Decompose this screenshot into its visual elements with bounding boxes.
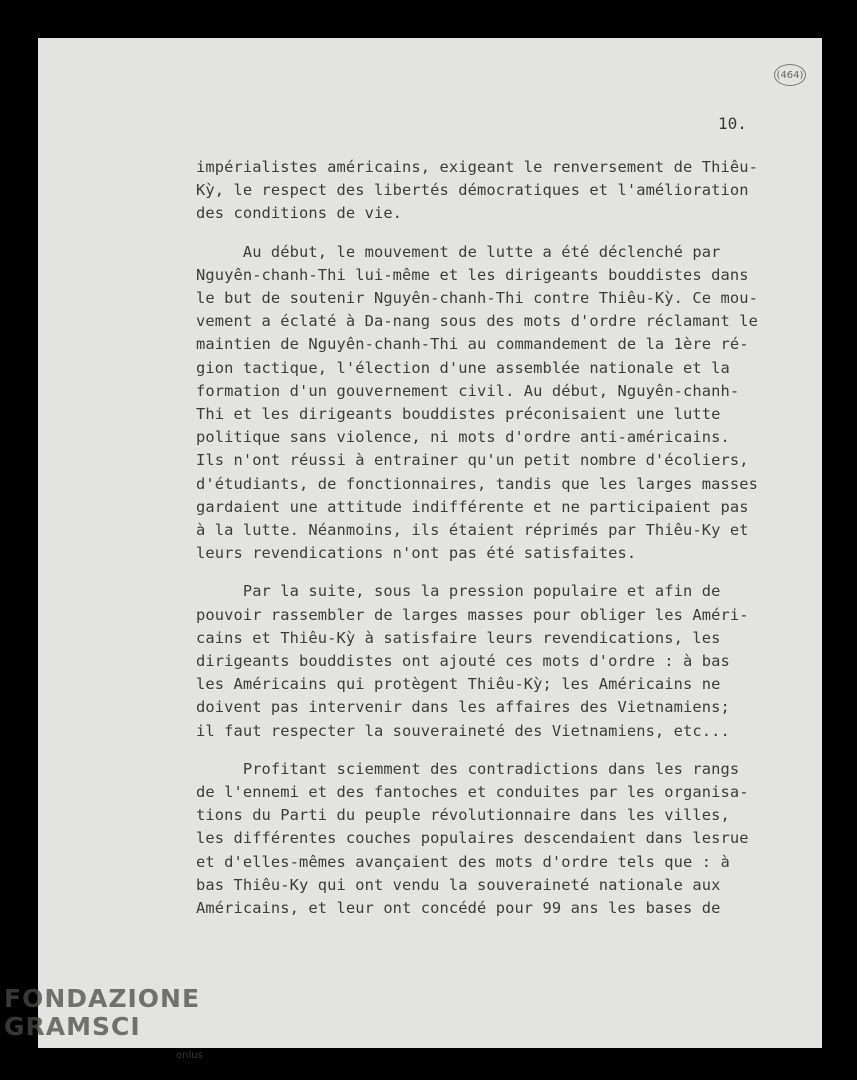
document-body (196, 156, 782, 935)
text-line: il faut respecter la souveraineté des Vietnamiens, etc... (196, 721, 730, 740)
paragraph (196, 156, 782, 226)
text-line: des conditions de vie. (196, 204, 403, 223)
text-line: impérialistes américains, exigeant le renversement de Thiêu- (196, 158, 758, 176)
text-line: leurs revendications n'ont pas été satisfaites. (196, 544, 637, 563)
text-line: gardaient une attitude indifférente et ne participaient pas (196, 497, 749, 516)
text-line: Ils n'ont réussi à entrainer qu'un petit nombre d'écoliers, (196, 451, 749, 470)
text-line: à la lutte. Néanmoins, ils étaient réprimés par Thiêu-Ky et (196, 521, 749, 540)
text-line: d'étudiants, de fonctionnaires, tandis que les larges masses (196, 474, 758, 493)
archive-stamp: (464) (774, 64, 806, 86)
watermark-line-2: GRAMSCI (4, 1012, 141, 1041)
text-line: les différentes couches populaires descendaient dans lesrue (196, 829, 749, 848)
text-line: pouvoir rassembler de larges masses pour obliger les Améri- (196, 605, 749, 624)
text-line: Thi et les dirigeants bouddistes préconisaient une lutte (196, 405, 721, 424)
paragraph (196, 241, 782, 566)
watermark-line-1: FONDAZIONE (4, 984, 201, 1013)
text-line: et d'elles-mêmes avançaient des mots d'ordre tels que : à (196, 852, 730, 871)
watermark-line-3: onlus (176, 1050, 203, 1061)
text-line: dirigeants bouddistes ont ajouté ces mots d'ordre : à bas (196, 652, 730, 671)
paragraph (196, 758, 782, 920)
text-line: maintien de Nguyên-chanh-Thi au commandement de la 1ère ré- (196, 335, 749, 354)
paragraph (196, 580, 782, 742)
text-line: Américains, et leur ont concédé pour 99 ans les bases de (196, 899, 721, 918)
text-line: cains et Thiêu-Kỳ à satisfaire leurs revendications, les (196, 628, 721, 647)
text-line: les Américains qui protègent Thiêu-Kỳ; les Américains ne (196, 675, 721, 694)
text-line: vement a éclaté à Da-nang sous des mots d'ordre réclamant le (196, 312, 758, 331)
text-line: gion tactique, l'élection d'une assemblée nationale et la (196, 358, 730, 377)
watermark-logo (4, 984, 203, 1061)
document-page (38, 38, 822, 1048)
text-line: tions du Parti du peuple révolutionnaire dans les villes, (196, 806, 730, 825)
text-line: formation d'un gouvernement civil. Au début, Nguyên-chanh- (196, 381, 740, 400)
text-line: Profitant sciemment des contradictions dans les rangs (196, 759, 740, 778)
text-line: politique sans violence, ni mots d'ordre anti-américains. (196, 428, 730, 447)
text-line: doivent pas intervenir dans les affaires des Vietnamiens; (196, 698, 730, 717)
text-line: Par la suite, sous la pression populaire et afin de (196, 582, 721, 601)
text-line: Kỳ, le respect des libertés démocratiques et l'amélioration (196, 181, 749, 200)
text-line: Au début, le mouvement de lutte a été déclenché par (196, 242, 721, 261)
text-line: le but de soutenir Nguyên-chanh-Thi contre Thiêu-Kỳ. Ce mou- (196, 289, 758, 308)
text-line: bas Thiêu-Ky qui ont vendu la souveraineté nationale aux (196, 875, 721, 894)
text-line: de l'ennemi et des fantoches et conduites par les organisa- (196, 783, 749, 802)
text-line: Nguyên-chanh-Thi lui-même et les dirigeants bouddistes dans (196, 265, 749, 284)
page-number: 10. (718, 114, 747, 133)
